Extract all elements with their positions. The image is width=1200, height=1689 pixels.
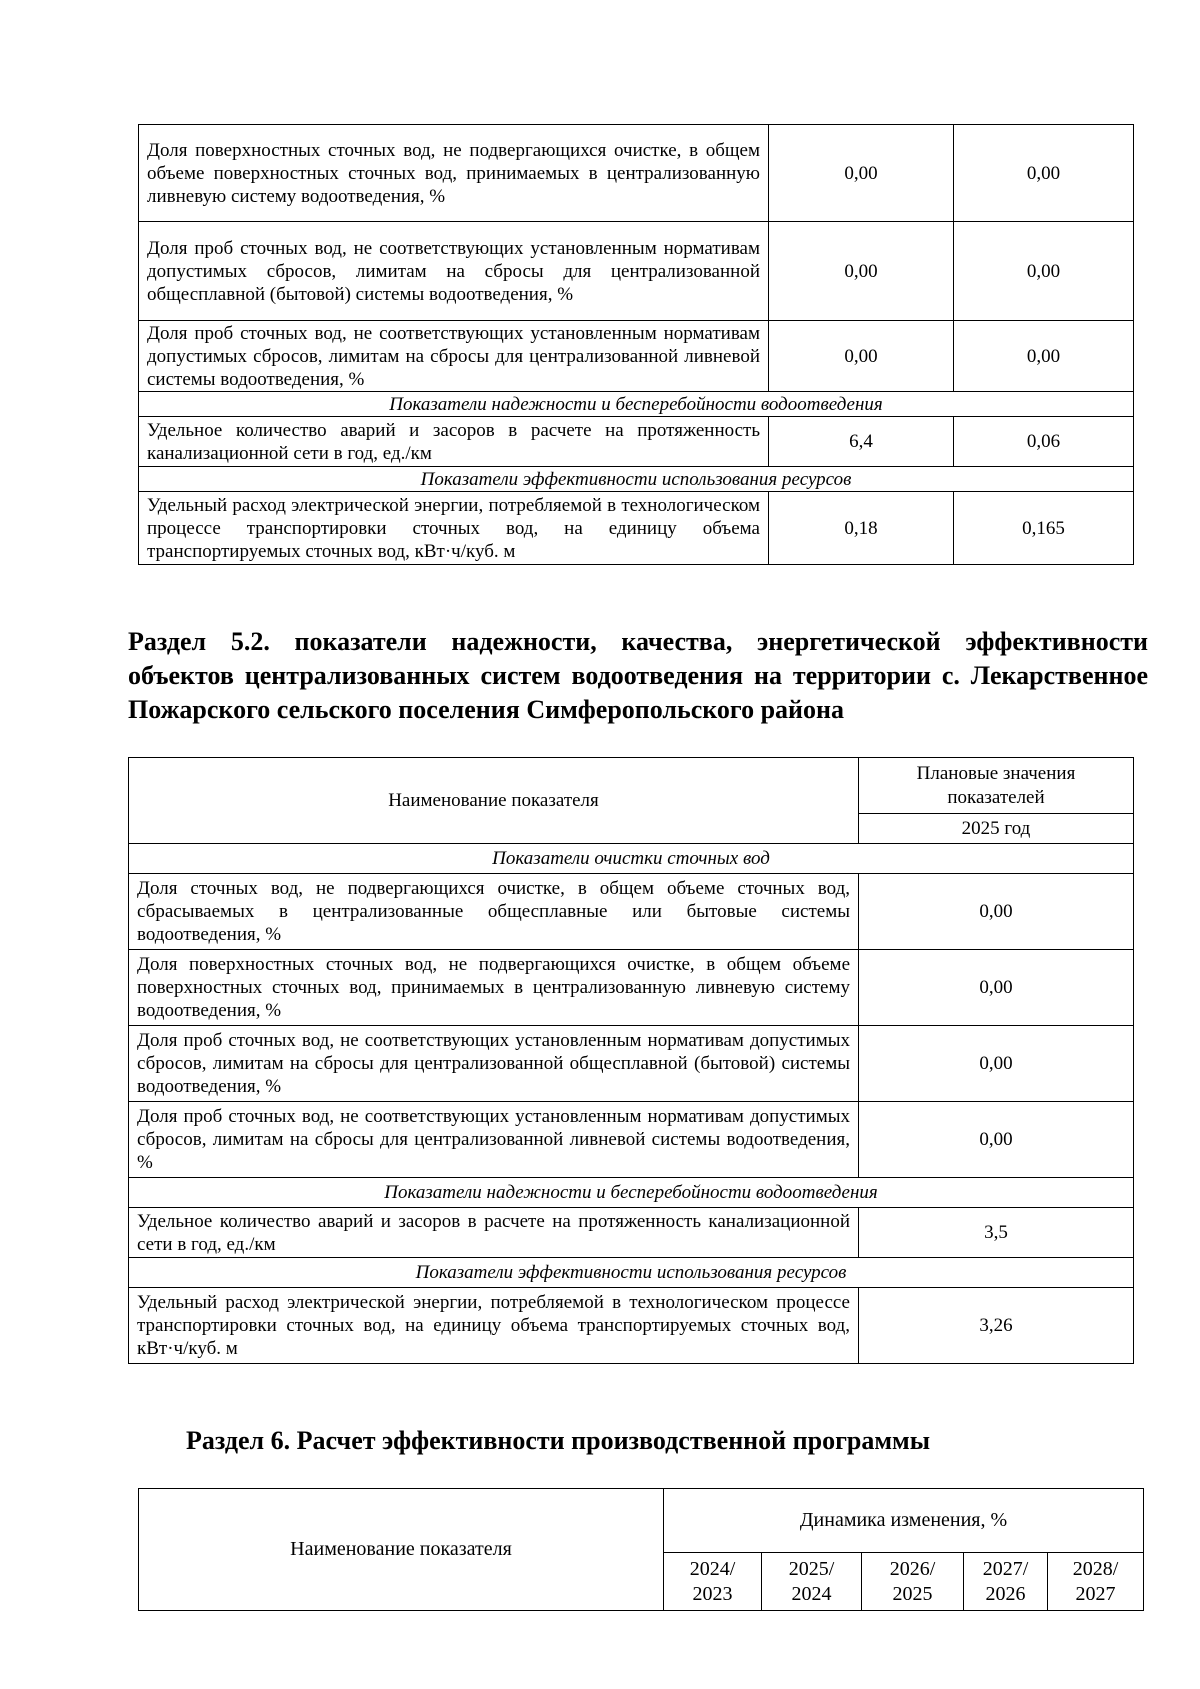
indicator-name: Удельный расход электрической энергии, потребляемой в технологическом процессе транспортировки сточных вод, на единицу объема транспортируемых сточных вод, кВт·ч/куб. м (139, 492, 769, 565)
table-row (129, 1208, 1134, 1258)
header-plan-values: Плановые значения показателей (859, 758, 1134, 814)
period-header (1048, 1553, 1144, 1611)
indicator-value: 0,06 (954, 417, 1134, 467)
section-title: Показатели эффективности использования ресурсов (129, 1258, 1134, 1288)
period-header (664, 1553, 762, 1611)
header-dynamics: Динамика изменения, % (664, 1489, 1144, 1553)
indicators-table-continued (138, 124, 1134, 565)
indicator-name: Доля сточных вод, не подвергающихся очистке, в общем объеме сточных вод, сбрасываемых в централизованные общесплавные или бытовые системы водоотведения, % (129, 874, 859, 950)
period-end-year: 2028/ (1072, 1557, 1119, 1580)
section-row (129, 1258, 1134, 1288)
period-base-year: 2025 (892, 1582, 933, 1605)
indicator-value: 0,165 (954, 492, 1134, 565)
indicator-name: Удельное количество аварий и засоров в расчете на протяженность канализационной сети в год, ед./км (129, 1208, 859, 1258)
section-5-2-table (128, 757, 1134, 1364)
header-indicator-name: Наименование показателя (129, 758, 859, 844)
period-end-year: 2027/ (982, 1557, 1029, 1580)
section-title: Показатели надежности и бесперебойности водоотведения (129, 1178, 1134, 1208)
table-row (139, 222, 1134, 321)
header-indicator-name: Наименование показателя (139, 1489, 664, 1611)
section-row (129, 1178, 1134, 1208)
indicator-value: 3,5 (859, 1208, 1134, 1258)
period-header (762, 1553, 862, 1611)
period-header (964, 1553, 1048, 1611)
period-base-year: 2024 (791, 1582, 832, 1605)
indicator-value: 0,00 (859, 1102, 1134, 1178)
period-end-year: 2025/ (788, 1557, 835, 1580)
indicator-value: 0,00 (954, 321, 1134, 392)
indicator-name: Доля проб сточных вод, не соответствующих установленным нормативам допустимых сбросов, лимитам на сбросы для централизованной ливневой системы водоотведения, % (129, 1102, 859, 1178)
indicator-value: 0,18 (769, 492, 954, 565)
period-end-year: 2026/ (889, 1557, 936, 1580)
indicator-value: 6,4 (769, 417, 954, 467)
table-row (129, 1102, 1134, 1178)
period-base-year: 2026 (985, 1582, 1026, 1605)
indicator-name: Доля поверхностных сточных вод, не подвергающихся очистке, в общем объеме поверхностных сточных вод, принимаемых в централизованную ливневую систему водоотведения, % (129, 950, 859, 1026)
table-row (129, 1288, 1134, 1364)
section-6-table (138, 1488, 1144, 1611)
indicator-name: Доля проб сточных вод, не соответствующих установленным нормативам допустимых сбросов, лимитам на сбросы для централизованной общесплавной (бытовой) системы водоотведения, % (139, 222, 769, 321)
section-title: Показатели очистки сточных вод (129, 844, 1134, 874)
section-row (139, 392, 1134, 417)
indicator-value: 0,00 (859, 950, 1134, 1026)
table-row (139, 321, 1134, 392)
indicator-name: Удельное количество аварий и засоров в расчете на протяженность канализационной сети в год, ед./км (139, 417, 769, 467)
period-end-year: 2024/ (689, 1557, 736, 1580)
section-title: Показатели эффективности использования ресурсов (139, 467, 1134, 492)
indicator-name: Доля проб сточных вод, не соответствующих установленным нормативам допустимых сбросов, лимитам на сбросы для централизованной общесплавной (бытовой) системы водоотведения, % (129, 1026, 859, 1102)
table-row (129, 874, 1134, 950)
period-base-year: 2027 (1075, 1582, 1116, 1605)
period-base-year: 2023 (692, 1582, 733, 1605)
table-row (129, 950, 1134, 1026)
section-5-2-heading: Раздел 5.2. показатели надежности, качества, энергетической эффективности объектов централизованных систем водоотведения на территории с. Лекарственное Пожарского сельского поселения Симферопольского района (128, 627, 1148, 724)
section-row (129, 844, 1134, 874)
indicator-value: 0,00 (859, 1026, 1134, 1102)
header-year: 2025 год (859, 814, 1134, 844)
indicator-name: Доля поверхностных сточных вод, не подвергающихся очистке, в общем объеме поверхностных сточных вод, принимаемых в централизованную ливневую систему водоотведения, % (139, 125, 769, 222)
table-row (139, 492, 1134, 565)
section-row (139, 467, 1134, 492)
table-row (129, 1026, 1134, 1102)
indicator-value: 0,00 (859, 874, 1134, 950)
section-6-heading: Раздел 6. Расчет эффективности производственной программы (186, 1426, 931, 1455)
indicator-value: 3,26 (859, 1288, 1134, 1364)
indicator-value: 0,00 (769, 222, 954, 321)
indicator-name: Удельный расход электрической энергии, потребляемой в технологическом процессе транспортировки сточных вод, на единицу объема транспортируемых сточных вод, кВт·ч/куб. м (129, 1288, 859, 1364)
section-title: Показатели надежности и бесперебойности водоотведения (139, 392, 1134, 417)
indicator-value: 0,00 (954, 222, 1134, 321)
indicator-value: 0,00 (954, 125, 1134, 222)
table-row (139, 417, 1134, 467)
indicator-value: 0,00 (769, 321, 954, 392)
indicator-name: Доля проб сточных вод, не соответствующих установленным нормативам допустимых сбросов, лимитам на сбросы для централизованной ливневой системы водоотведения, % (139, 321, 769, 392)
period-header (862, 1553, 964, 1611)
table-row (139, 125, 1134, 222)
indicator-value: 0,00 (769, 125, 954, 222)
